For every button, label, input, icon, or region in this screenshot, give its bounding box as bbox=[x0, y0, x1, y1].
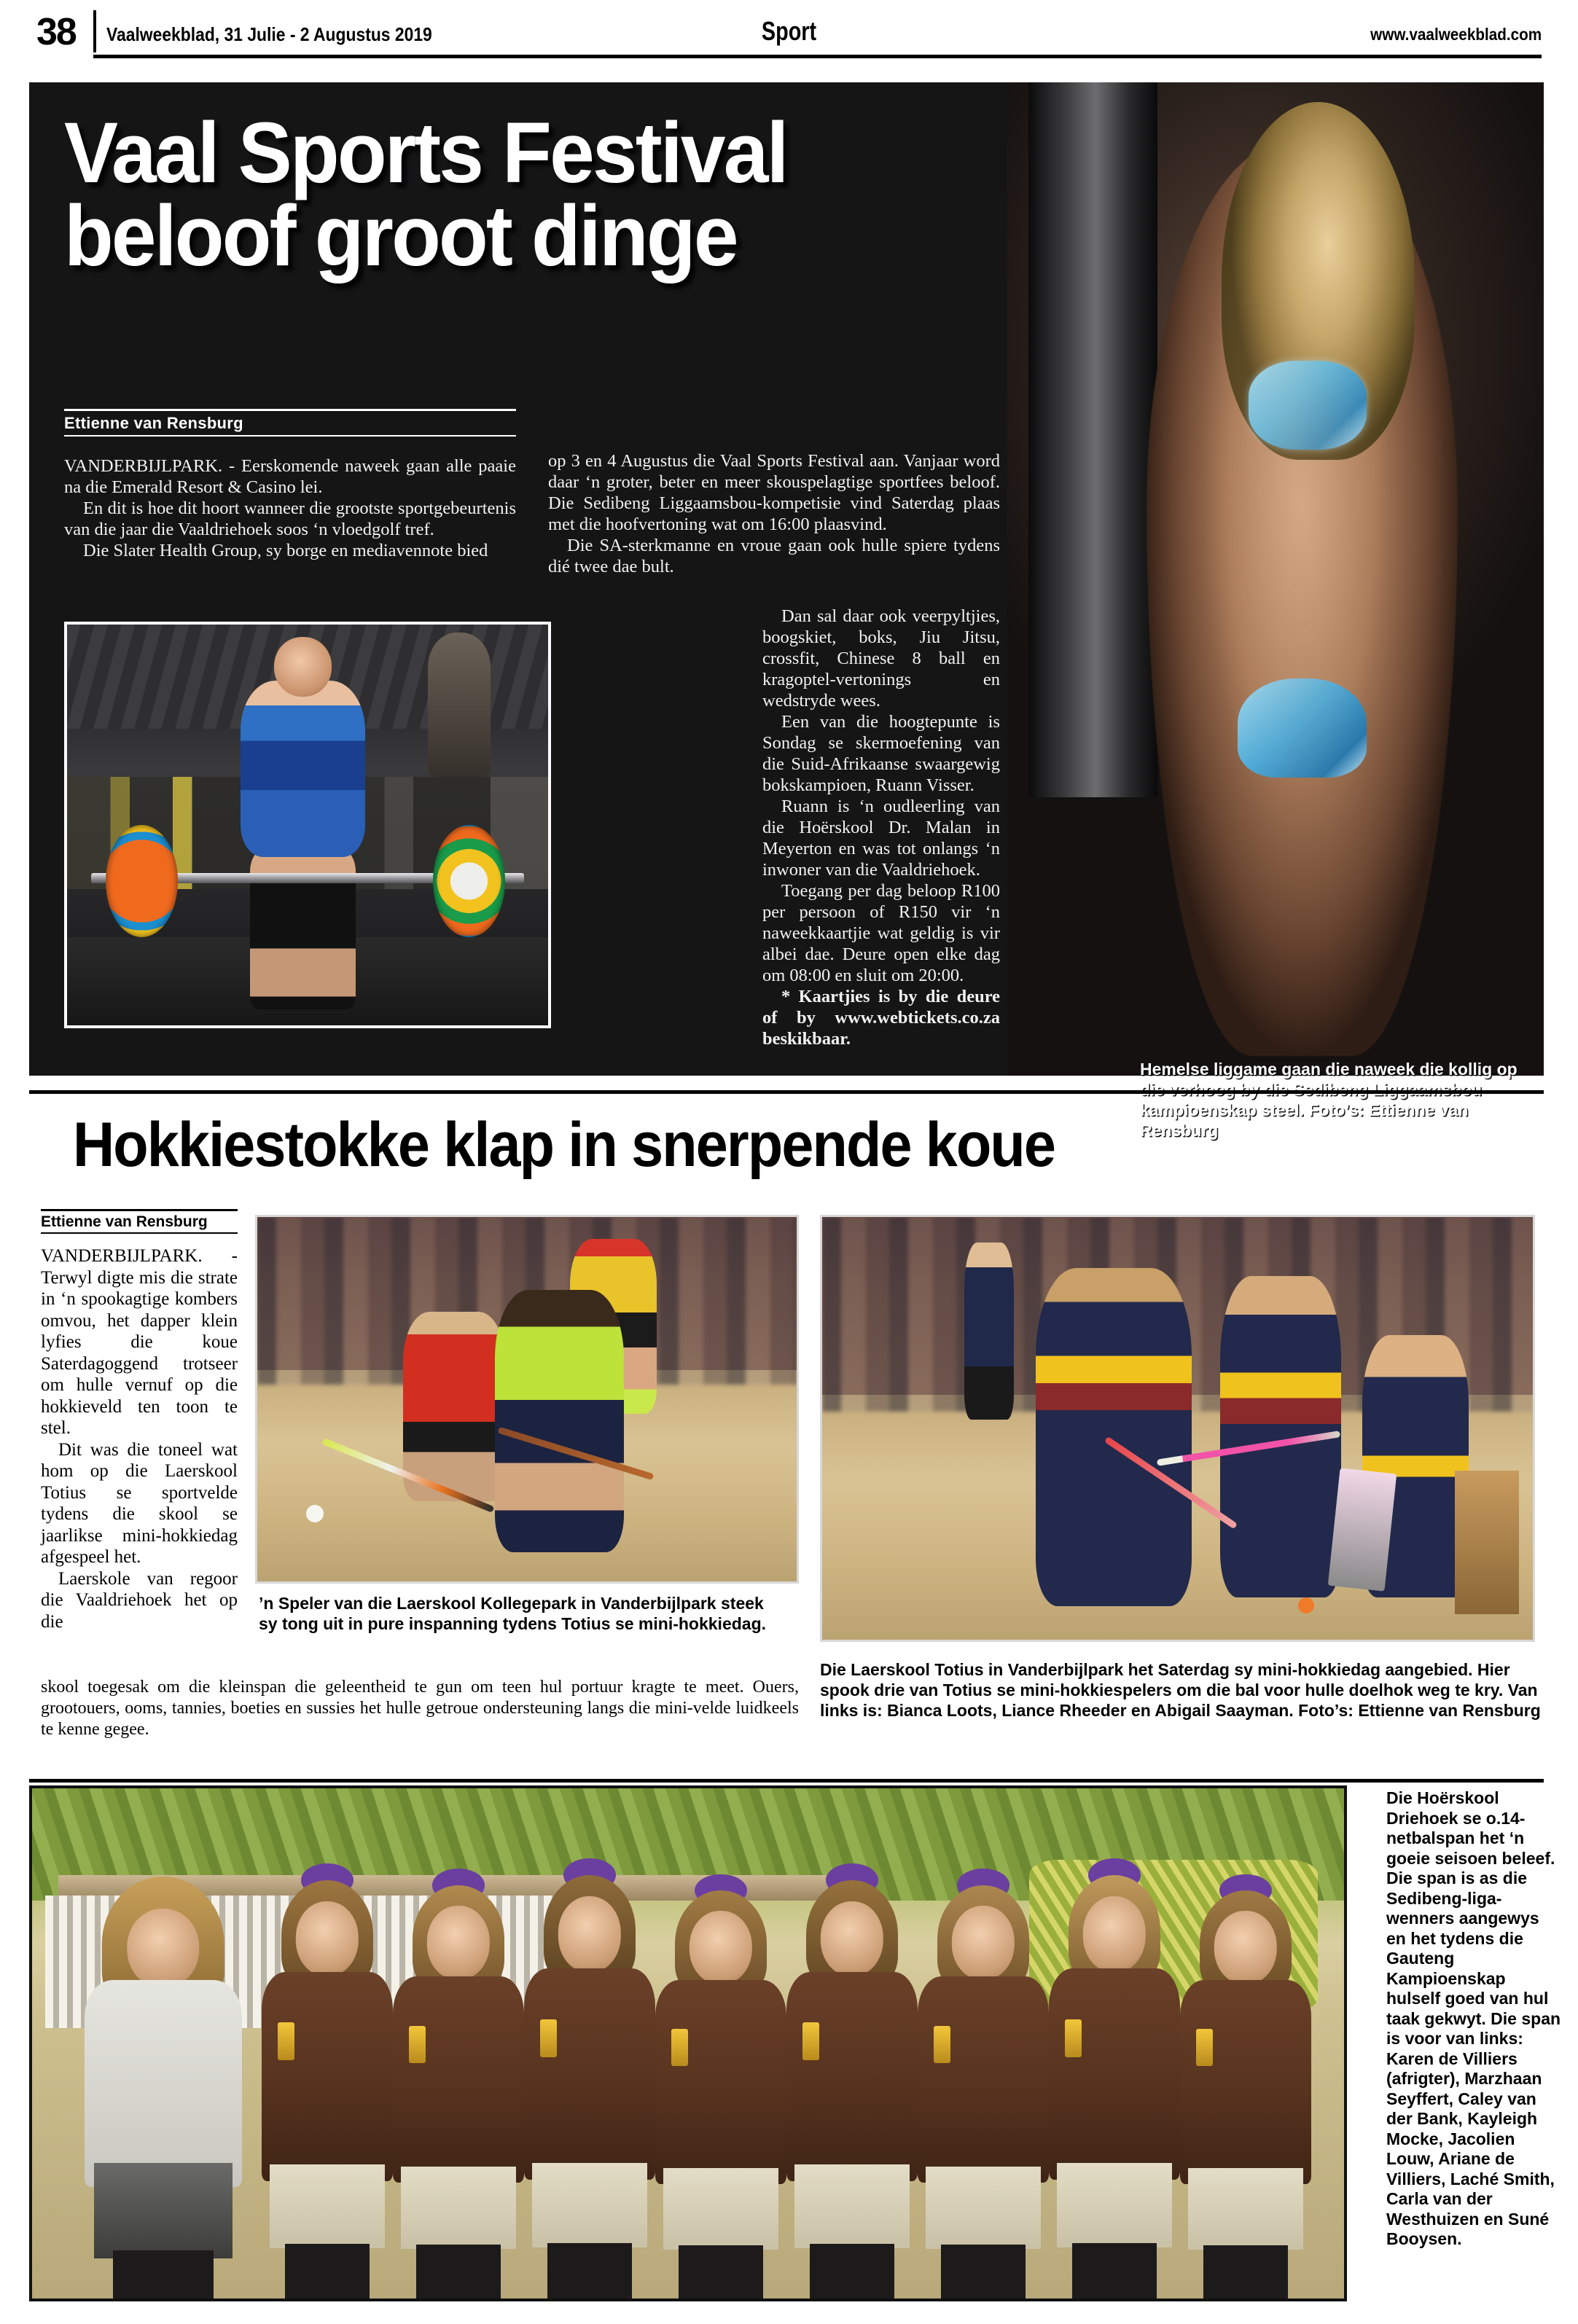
paragraph: Die SA-sterkmanne en vroue gaan ook hulle spiere tydens dié twee dae bult. bbox=[548, 536, 1000, 576]
website-url: www.vaalweekblad.com bbox=[1370, 25, 1542, 44]
person-player bbox=[393, 1885, 524, 2298]
person-player bbox=[1180, 1890, 1311, 2298]
masthead bbox=[36, 10, 1542, 57]
person-player bbox=[786, 1880, 918, 2298]
masthead-rule bbox=[93, 55, 1542, 58]
article-vaal-sports-festival bbox=[29, 82, 1544, 1140]
person-player bbox=[524, 1875, 655, 2298]
paragraph: Een van die hoogtepunte is Sondag se skermoefening van die Suid-Afrikaanse swaargewig bokskampioen, Ruann Visser. bbox=[762, 712, 1000, 795]
article1-column-2 bbox=[548, 450, 1000, 577]
paragraph: Dit was die toneel wat hom op die Laerskool Totius se sportvelde tydens die skool se jaarlikse mini-hokkiedag afgespeel het. bbox=[41, 1439, 238, 1567]
person-player bbox=[655, 1890, 786, 2298]
powerlifter-photo bbox=[64, 622, 551, 1028]
paragraph: VANDERBIJLPARK. - Eerskomende naweek gaan alle paaie na die Emerald Resort & Casino lei. bbox=[64, 456, 516, 497]
article1-headline-line1: Vaal Sports Festival bbox=[64, 105, 787, 201]
bodybuilder-photo-caption: Hemelse liggame gaan die naweek die kollig op die verhoog by die Sedibeng Liggaamsbou-kampioenskap steel. Foto’s: Ettienne van Rensburg bbox=[1140, 1060, 1518, 1140]
article1-column-2-lower bbox=[762, 606, 1000, 1049]
bodybuilder-photo bbox=[1007, 82, 1544, 1076]
paragraph: VANDERBIJLPARK. - Terwyl digte mis die strate in ‘n spookagtige kombers omvou, het dapper klein lyfies die koue Saterdagoggend trotseer om hulle vernuf op die hokkieveld ten toon te stel. bbox=[41, 1246, 238, 1438]
hockey-photo-totius-caption: Die Laerskool Totius in Vanderbijlpark het Saterdag sy mini-hokkiedag aangebied. Hier spook drie van Totius se mini-hokkiespelers om die bal voor hulle doelhok weg te kry. Van links is: Bianca Loots, Liance Rheeder en Abigail Saayman. Foto’s: Ettienne van Rensburg bbox=[820, 1660, 1541, 1720]
article-hokkiestokke bbox=[29, 1090, 1544, 1783]
paragraph: En dit is hoe dit hoort wanneer die grootste sportgebeurtenis van die jaar die Vaaldriehoek soos ‘n vloedgolf tref. bbox=[64, 498, 516, 539]
article2-column-1 bbox=[41, 1245, 238, 1632]
hockey-photo-kollegepark bbox=[255, 1215, 799, 1584]
article1-column-1 bbox=[64, 455, 516, 561]
paragraph: Dan sal daar ook veerpyltjies, boogskiet, boks, Jiu Jitsu, crossfit, Chinese 8 ball en kragoptel-vertonings en wedstryde wees. bbox=[762, 606, 1000, 711]
person-player bbox=[262, 1880, 393, 2298]
section-title: Sport bbox=[761, 16, 817, 46]
paragraph: Ruann is ‘n oudleerling van die Hoërskool Dr. Malan in Meyerton en was tot onlangs ‘n inwoner van die Vaaldriehoek. bbox=[762, 797, 1000, 880]
article2-headline: Hokkiestokke klap in snerpende koue bbox=[73, 1110, 1055, 1180]
paragraph: Toegang per dag beloop R100 per persoon of R150 vir ‘n naweekkaartjie wat geldig is vir albei dae. Deure open elke dag om 08:00 en sluit om 20:00. bbox=[762, 881, 1000, 985]
netball-team-photo-caption: Die Hoërskool Driehoek se o.14-netbalspan het ‘n goeie seisoen beleef. Die span is as die Sedibeng-liga-wenners aangewys en het tydens die Gauteng Kampioenskap hulself goed van hul taak gekwyt. Die span is voor van links: Karen de Villiers (afrigter), Marzhaan Seyffert, Caley van der Bank, Kayleigh Mocke, Jacolien Louw, Ariane de Villiers, Laché Smith, Carla van der Westhuizen en Suné Booysen. bbox=[1386, 1788, 1561, 2248]
article1-byline: Ettienne van Rensburg bbox=[64, 409, 516, 437]
person-player bbox=[918, 1885, 1049, 2298]
hockey-photo-totius bbox=[820, 1215, 1535, 1642]
article2-wide-paragraph bbox=[41, 1677, 799, 1740]
paragraph: op 3 en 4 Augustus die Vaal Sports Festival aan. Vanjaar word daar ‘n groter, beter en meer skouspelagtige sportfees beloof. Die Sedibeng Liggaamsbou-kompetisie vind Saterdag plaas met die hoofvertoning wat om 16:00 plaasvind. bbox=[548, 451, 1000, 534]
person-player bbox=[1049, 1875, 1180, 2298]
paragraph: Die Slater Health Group, sy borge en mediavennote bied bbox=[83, 541, 488, 560]
paragraph: Laerskole van regoor die Vaaldriehoek het op die bbox=[41, 1568, 238, 1632]
publication-date: Vaalweekblad, 31 Julie - 2 Augustus 2019 bbox=[106, 23, 432, 45]
article1-headline bbox=[64, 105, 1009, 284]
article2-byline: Ettienne van Rensburg bbox=[41, 1209, 238, 1234]
tickets-note: * Kaartjies is by die deure of by www.webtickets.co.za beskikbaar. bbox=[762, 987, 1000, 1049]
netball-team-photo bbox=[29, 1785, 1347, 2301]
powerlifter-photo-caption: Are en spiere gaan bult by die naweek se Vaal Sports Festival. bbox=[762, 1075, 1004, 1112]
hockey-photo-kollegepark-caption: ’n Speler van die Laerskool Kollegepark in Vanderbijlpark steek sy tong uit in pure inspanning tydens Totius se mini-hokkiedag. bbox=[259, 1594, 767, 1633]
page-number: 38 bbox=[36, 11, 76, 53]
article1-headline-line2: beloof groot dinge bbox=[64, 188, 737, 284]
person-coach bbox=[85, 1901, 242, 2298]
paragraph: skool toegesak om die kleinspan die geleentheid te gun om teen hul portuur kragte te meet. Ouers, grootouers, ooms, tannies, boeties en sussies het hulle getroue ondersteuning langs die mini-velde luidkeels te kenne gegee. bbox=[41, 1678, 799, 1739]
masthead-divider bbox=[93, 10, 96, 52]
article-netball-team bbox=[29, 1785, 1561, 2303]
